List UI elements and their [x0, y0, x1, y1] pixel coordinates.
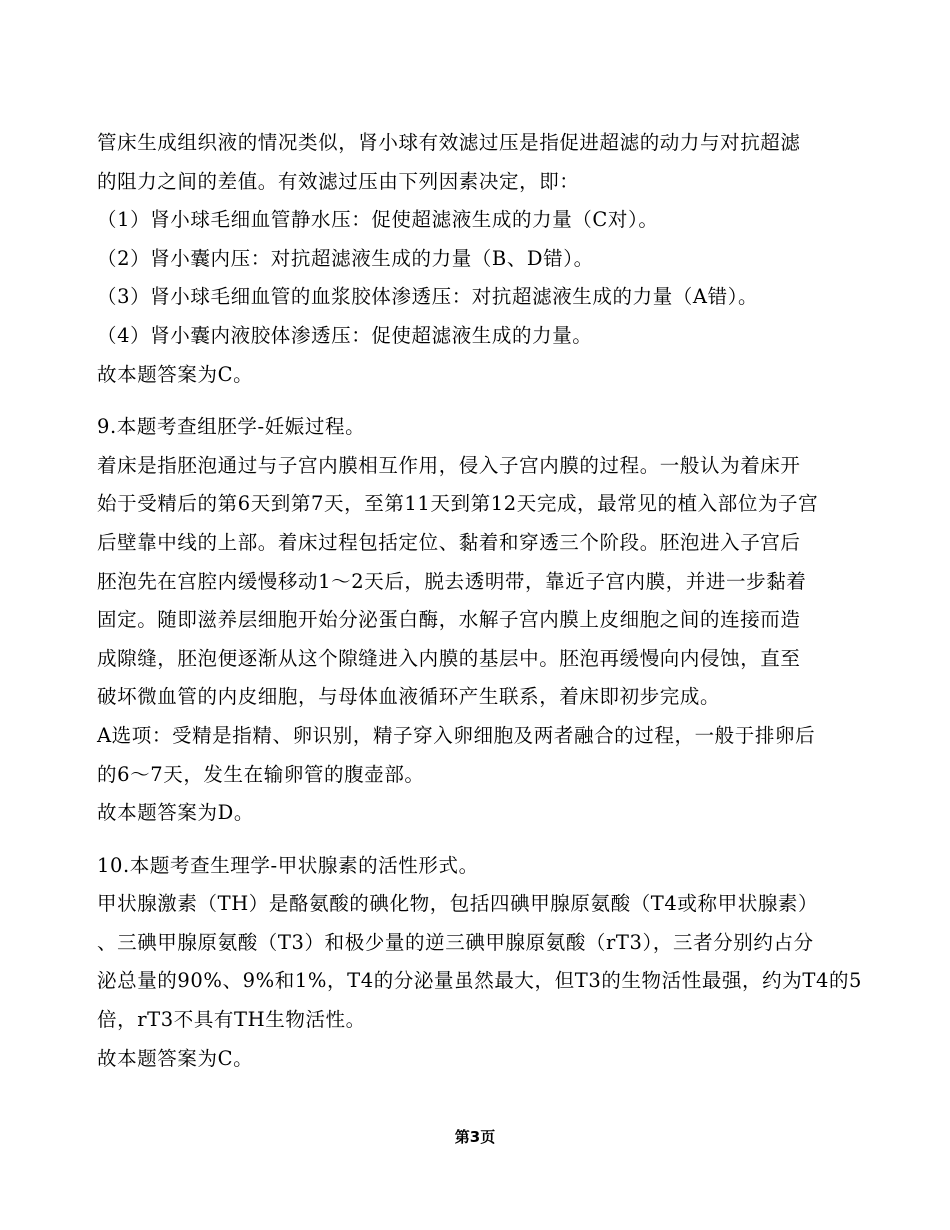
text-line: 的6～7天，发生在输卵管的腹壶部。 [97, 762, 425, 786]
text-line: 固定。随即滋养层细胞开始分泌蛋白酶，水解子宫内膜上皮细胞之间的连接而造 [97, 608, 801, 632]
answer-line: 故本题答案为C。 [97, 362, 254, 386]
text-line: 着床是指胚泡通过与子宫内膜相互作用，侵入子宫内膜的过程。一般认为着床开 [97, 453, 801, 477]
page-content [97, 124, 877, 1078]
section-gap [97, 394, 877, 408]
text-line: 甲状腺激素（TH）是酪氨酸的碘化物，包括四碘甲腺原氨酸（T4或称甲状腺素） [97, 892, 819, 916]
text-line: 后壁靠中线的上部。着床过程包括定位、黏着和穿透三个阶段。胚泡进入子宫后 [97, 530, 801, 554]
text-line: （3）肾小球毛细血管的血浆胶体渗透压：对抗超滤液生成的力量（A错）。 [97, 285, 759, 309]
text-line: 管床生成组织液的情况类似，肾小球有效滤过压是指促进超滤的动力与对抗超滤 [97, 131, 801, 154]
text-line: （4）肾小囊内液胶体渗透压：促使超滤液生成的力量。 [97, 323, 593, 347]
answer-line: 故本题答案为C。 [97, 1046, 254, 1070]
text-line: 胚泡先在宫腔内缓慢移动1～2天后，脱去透明带，靠近子宫内膜，并进一步黏着 [97, 569, 807, 593]
text-line: 始于受精后的第6天到第7天，至第11天到第12天完成，最常见的植入部位为子宫 [97, 492, 819, 516]
text-line: 倍，rT3不具有TH生物活性。 [97, 1008, 366, 1032]
question-heading: 10.本题考查生理学-甲状腺素的活性形式。 [97, 853, 479, 877]
section-gap [97, 833, 877, 847]
section-9 [97, 408, 877, 833]
text-line: A选项：受精是指精、卵识别，精子穿入卵细胞及两者融合的过程，一般于排卵后 [97, 723, 816, 747]
text-line: 、三碘甲腺原氨酸（T3）和极少量的逆三碘甲腺原氨酸（rT3），三者分别约占分 [97, 930, 814, 954]
question-heading: 9.本题考查组胚学-妊娠过程。 [97, 415, 366, 439]
text-line: 破坏微血管的内皮细胞，与母体血液循环产生联系，着床即初步完成。 [97, 685, 721, 709]
text-line: 泌总量的90%、9%和1%，T4的分泌量虽然最大，但T3的生物活性最强，约为T4的5 [97, 969, 863, 993]
text-line: （1）肾小球毛细血管静水压：促使超滤液生成的力量（C对）。 [97, 208, 659, 232]
page-number: 第3页 [454, 1128, 496, 1146]
answer-line: 故本题答案为D。 [97, 801, 254, 825]
text-line: （2）肾小囊内压：对抗超滤液生成的力量（B、D错）。 [97, 246, 594, 270]
text-line: 成隙缝，胚泡便逐渐从这个隙缝进入内膜的基层中。胚泡再缓慢向内侵蚀，直至 [97, 646, 801, 670]
text-line: 的阻力之间的差值。有效滤过压由下列因素决定，即： [97, 169, 580, 193]
section-8-continuation [97, 124, 877, 394]
section-10 [97, 847, 877, 1079]
